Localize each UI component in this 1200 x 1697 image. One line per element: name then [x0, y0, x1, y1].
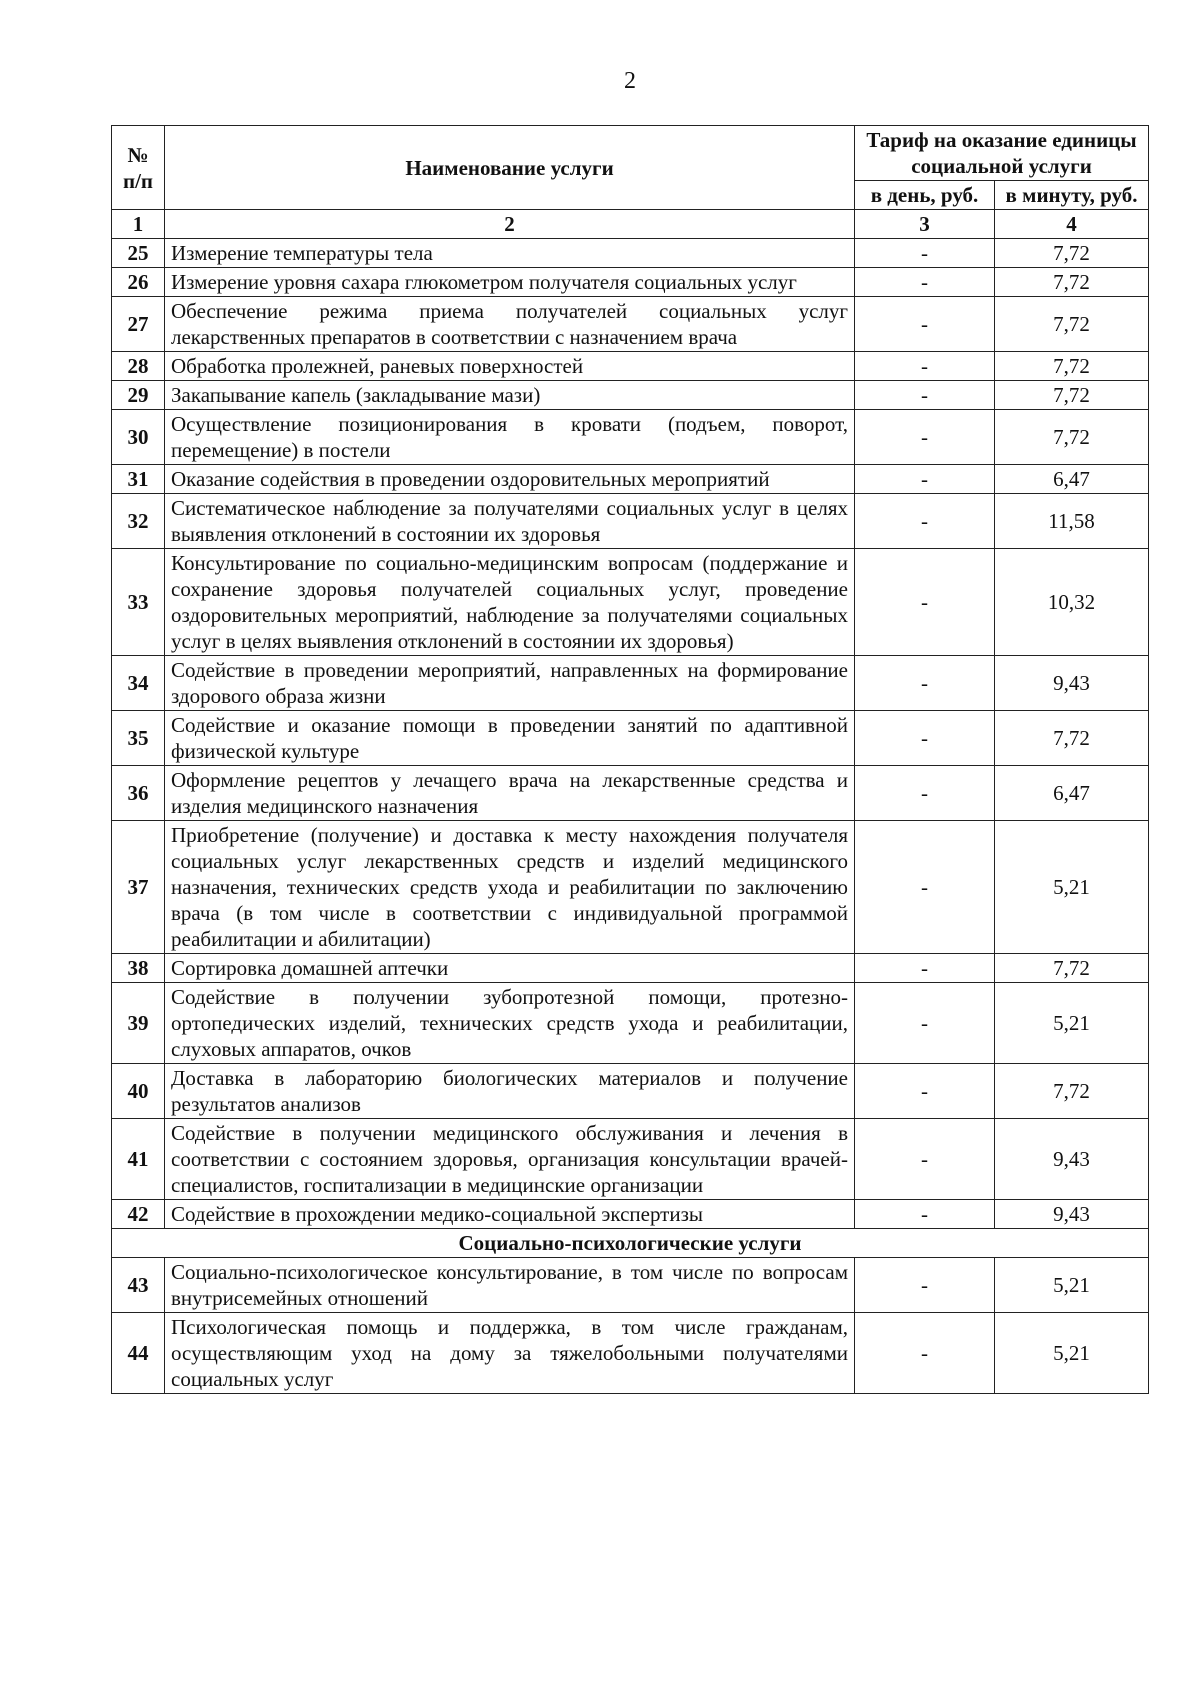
- tariff-per-minute: 9,43: [995, 1119, 1149, 1200]
- row-number: 31: [112, 465, 165, 494]
- row-number: 37: [112, 821, 165, 954]
- tariff-per-day: -: [855, 239, 995, 268]
- table-row: [112, 352, 1149, 381]
- table-row: [112, 821, 1149, 954]
- table-row: [112, 656, 1149, 711]
- row-number: 26: [112, 268, 165, 297]
- row-number: 28: [112, 352, 165, 381]
- table-row: [112, 711, 1149, 766]
- tariff-per-day: -: [855, 983, 995, 1064]
- tariff-per-minute: 6,47: [995, 465, 1149, 494]
- tariff-per-minute: 7,72: [995, 954, 1149, 983]
- tariff-per-minute: 7,72: [995, 381, 1149, 410]
- tariff-per-day: -: [855, 1258, 995, 1313]
- row-number: 32: [112, 494, 165, 549]
- row-number: 42: [112, 1200, 165, 1229]
- table-row: [112, 1119, 1149, 1200]
- service-name: Обработка пролежней, раневых поверхностей: [165, 352, 855, 381]
- section-row: [112, 1229, 1149, 1258]
- table-row: [112, 410, 1149, 465]
- service-name: Приобретение (получение) и доставка к месту нахождения получателя социальных услуг лекарственных средств и изделий медицинского назначения, технических средств ухода и реабилитации по заключению врача (в том числе в соответствии с индивидуальной программой реабилитации и абилитации): [165, 821, 855, 954]
- tariff-per-day: -: [855, 1119, 995, 1200]
- service-name: Оформление рецептов у лечащего врача на лекарственные средства и изделия медицинского назначения: [165, 766, 855, 821]
- table-row: [112, 954, 1149, 983]
- table-row: [112, 1258, 1149, 1313]
- tariff-per-minute: 7,72: [995, 297, 1149, 352]
- tariff-per-day: -: [855, 268, 995, 297]
- index-cell: 1: [112, 210, 165, 239]
- page-number: 2: [624, 68, 636, 94]
- row-number: 40: [112, 1064, 165, 1119]
- table-row: [112, 983, 1149, 1064]
- service-name: Обеспечение режима приема получателей социальных услуг лекарственных препаратов в соответствии с назначением врача: [165, 297, 855, 352]
- index-cell: 3: [855, 210, 995, 239]
- index-cell: 2: [165, 210, 855, 239]
- row-number: 36: [112, 766, 165, 821]
- tariff-per-day: -: [855, 352, 995, 381]
- service-name: Сортировка домашней аптечки: [165, 954, 855, 983]
- service-name: Оказание содействия в проведении оздоровительных мероприятий: [165, 465, 855, 494]
- service-name: Психологическая помощь и поддержка, в том числе гражданам, осуществляющим уход на дому за тяжелобольными получателями социальных услуг: [165, 1313, 855, 1394]
- service-name: Содействие и оказание помощи в проведении занятий по адаптивной физической культуре: [165, 711, 855, 766]
- service-name: Измерение температуры тела: [165, 239, 855, 268]
- tariff-per-minute: 5,21: [995, 1313, 1149, 1394]
- tariff-per-day: -: [855, 821, 995, 954]
- tariff-table: [111, 125, 1149, 1394]
- index-row: [112, 210, 1149, 239]
- table-row: [112, 268, 1149, 297]
- table-row: [112, 239, 1149, 268]
- row-number: 29: [112, 381, 165, 410]
- tariff-per-day: -: [855, 549, 995, 656]
- row-number: 39: [112, 983, 165, 1064]
- table-row: [112, 1064, 1149, 1119]
- row-number: 25: [112, 239, 165, 268]
- service-name: Измерение уровня сахара глюкометром получателя социальных услуг: [165, 268, 855, 297]
- header-num: № п/п: [112, 126, 165, 210]
- row-number: 34: [112, 656, 165, 711]
- row-number: 41: [112, 1119, 165, 1200]
- table-row: [112, 549, 1149, 656]
- tariff-per-minute: 7,72: [995, 352, 1149, 381]
- tariff-per-minute: 9,43: [995, 1200, 1149, 1229]
- table-row: [112, 1313, 1149, 1394]
- table-row: [112, 381, 1149, 410]
- row-number: 43: [112, 1258, 165, 1313]
- tariff-per-minute: 6,47: [995, 766, 1149, 821]
- tariff-per-minute: 5,21: [995, 1258, 1149, 1313]
- index-cell: 4: [995, 210, 1149, 239]
- table-row: [112, 1200, 1149, 1229]
- row-number: 44: [112, 1313, 165, 1394]
- tariff-per-day: -: [855, 1200, 995, 1229]
- tariff-per-day: -: [855, 1064, 995, 1119]
- header-row: [112, 126, 1149, 181]
- tariff-per-minute: 9,43: [995, 656, 1149, 711]
- service-name: Социально-психологическое консультирование, в том числе по вопросам внутрисемейных отношений: [165, 1258, 855, 1313]
- header-per-day: в день, руб.: [855, 181, 995, 210]
- tariff-per-day: -: [855, 1313, 995, 1394]
- tariff-per-day: -: [855, 954, 995, 983]
- header-service-name: Наименование услуги: [165, 126, 855, 210]
- table-row: [112, 297, 1149, 352]
- row-number: 33: [112, 549, 165, 656]
- tariff-per-day: -: [855, 711, 995, 766]
- tariff-per-minute: 7,72: [995, 268, 1149, 297]
- table-row: [112, 494, 1149, 549]
- service-name: Содействие в прохождении медико-социальной экспертизы: [165, 1200, 855, 1229]
- row-number: 27: [112, 297, 165, 352]
- tariff-per-minute: 5,21: [995, 983, 1149, 1064]
- service-name: Содействие в получении зубопротезной помощи, протезно-ортопедических изделий, технических средств ухода и реабилитации, слуховых аппаратов, очков: [165, 983, 855, 1064]
- tariff-per-day: -: [855, 494, 995, 549]
- table-row: [112, 766, 1149, 821]
- service-name: Консультирование по социально-медицинским вопросам (поддержание и сохранение здоровья получателей социальных услуг, проведение оздоровительных мероприятий, наблюдение за получателями социальных услуг в целях выявления отклонений в состоянии их здоровья): [165, 549, 855, 656]
- tariff-per-day: -: [855, 766, 995, 821]
- tariff-per-minute: 7,72: [995, 239, 1149, 268]
- table-row: [112, 465, 1149, 494]
- tariff-per-minute: 7,72: [995, 711, 1149, 766]
- header-per-minute: в минуту, руб.: [995, 181, 1149, 210]
- section-title: Социально-психологические услуги: [112, 1229, 1149, 1258]
- tariff-per-day: -: [855, 381, 995, 410]
- tariff-per-minute: 7,72: [995, 410, 1149, 465]
- tariff-per-day: -: [855, 410, 995, 465]
- tariff-per-minute: 7,72: [995, 1064, 1149, 1119]
- tariff-per-minute: 11,58: [995, 494, 1149, 549]
- service-name: Доставка в лабораторию биологических материалов и получение результатов анализов: [165, 1064, 855, 1119]
- tariff-per-minute: 5,21: [995, 821, 1149, 954]
- tariff-per-day: -: [855, 297, 995, 352]
- tariff-per-day: -: [855, 465, 995, 494]
- service-name: Содействие в проведении мероприятий, направленных на формирование здорового образа жизни: [165, 656, 855, 711]
- service-name: Содействие в получении медицинского обслуживания и лечения в соответствии с состоянием здоровья, организация консультации врачей-специалистов, госпитализации в медицинские организации: [165, 1119, 855, 1200]
- tariff-per-minute: 10,32: [995, 549, 1149, 656]
- service-name: Осуществление позиционирования в кровати (подъем, поворот, перемещение) в постели: [165, 410, 855, 465]
- tariff-per-day: -: [855, 656, 995, 711]
- service-name: Закапывание капель (закладывание мази): [165, 381, 855, 410]
- row-number: 35: [112, 711, 165, 766]
- row-number: 30: [112, 410, 165, 465]
- row-number: 38: [112, 954, 165, 983]
- service-name: Систематическое наблюдение за получателями социальных услуг в целях выявления отклонений в состоянии их здоровья: [165, 494, 855, 549]
- header-tariff-group: Тариф на оказание единицы социальной услуги: [855, 126, 1149, 181]
